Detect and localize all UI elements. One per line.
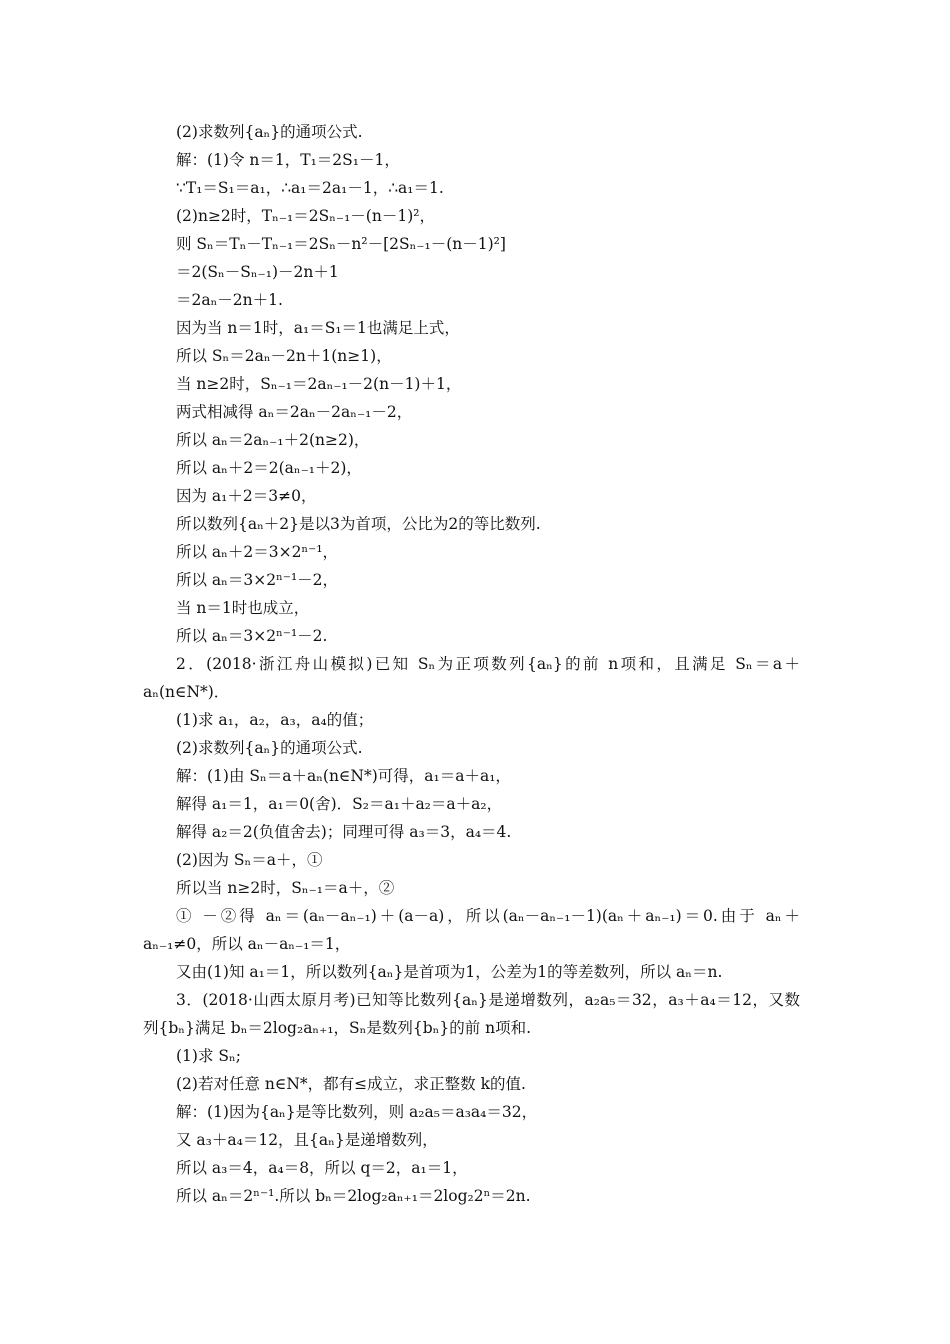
text-line: 解得 a₁＝1，a₁＝0(舍)．S₂＝a₁＋a₂＝a＋a₂，: [176, 795, 503, 813]
text-line: 所以 aₙ＋2＝2(aₙ₋₁＋2)，: [176, 459, 362, 477]
text-line: 所以 aₙ＝2aₙ₋₁＋2(n≥2)，: [176, 431, 370, 449]
text-line: (2)求数列{aₙ}的通项公式.: [176, 739, 363, 757]
text-line: ＝2aₙ－2n＋1.: [176, 291, 283, 309]
text-line: 所以 Sₙ＝2aₙ－2n＋1(n≥1)，: [176, 347, 392, 365]
text-line: 解：(1)由 Sₙ＝a＋aₙ(n∈N*)可得，a₁＝a＋a₁，: [176, 767, 511, 785]
text-line: 所以 aₙ＝2ⁿ⁻¹.所以 bₙ＝2log₂aₙ₊₁＝2log₂2ⁿ＝2n.: [176, 1187, 531, 1205]
text-line: 所以 aₙ＝3×2ⁿ⁻¹－2，: [176, 571, 339, 589]
text-line: (1)求 a₁，a₂，a₃，a₄的值；: [176, 711, 374, 729]
text-line: 所以当 n≥2时，Sₙ₋₁＝a＋，②: [176, 879, 395, 897]
text-line: 所以 a₃＝4，a₄＝8，所以 q＝2，a₁＝1，: [176, 1159, 468, 1177]
problem-2-heading: 2．(2018·浙江舟山模拟)已知 Sₙ为正项数列{aₙ}的前 n项和，且满足 Sₙ＝a＋: [176, 655, 800, 673]
text-line: (2)因为 Sₙ＝a＋，①: [176, 851, 323, 869]
text-line: 又 a₃＋a₄＝12，且{aₙ}是递增数列，: [176, 1131, 438, 1149]
text-line: 列{bₙ}满足 bₙ＝2log₂aₙ₊₁，Sₙ是数列{bₙ}的前 n项和.: [143, 1019, 532, 1037]
text-line: 当 n＝1时也成立，: [176, 599, 310, 617]
text-line: 所以数列{aₙ＋2}是以3为首项，公比为2的等比数列.: [176, 515, 541, 533]
text-line: ∵T₁＝S₁＝a₁，∴a₁＝2a₁－1，∴a₁＝1.: [176, 179, 444, 197]
text-line: (2)求数列{aₙ}的通项公式.: [176, 123, 363, 141]
problem-3-heading: 3．(2018·山西太原月考)已知等比数列{aₙ}是递增数列，a₂a₅＝32，a₃＋a₄＝12，又数: [176, 991, 800, 1009]
text-line: 则 Sₙ＝Tₙ－Tₙ₋₁＝2Sₙ－n²－[2Sₙ₋₁－(n－1)²]: [176, 235, 506, 253]
text-line: 因为当 n＝1时，a₁＝S₁＝1也满足上式，: [176, 319, 460, 337]
text-line: (2)n≥2时，Tₙ₋₁＝2Sₙ₋₁－(n－1)²，: [176, 207, 435, 225]
text-line: 两式相减得 aₙ＝2aₙ－2aₙ₋₁－2，: [176, 403, 413, 421]
text-line: 解：(1)因为{aₙ}是等比数列，则 a₂a₅＝a₃a₄＝32，: [176, 1103, 538, 1121]
text-line: (2)若对任意 n∈N*，都有≤成立，求正整数 k的值.: [176, 1075, 526, 1093]
text-line: 所以 aₙ＝3×2ⁿ⁻¹－2.: [176, 627, 328, 645]
text-line: 解：(1)令 n＝1，T₁＝2S₁－1，: [176, 151, 400, 169]
text-line: 解得 a₂＝2(负值舍去)；同理可得 a₃＝3，a₄＝4.: [176, 823, 512, 841]
text-line: ① －②得 aₙ＝(aₙ－aₙ₋₁)＋(a－a)，所以(aₙ－aₙ₋₁－1)(aₙ＋aₙ₋₁)＝0.由于 aₙ＋: [176, 907, 800, 925]
text-line: 当 n≥2时，Sₙ₋₁＝2aₙ₋₁－2(n－1)＋1，: [176, 375, 462, 393]
text-line: (1)求 Sₙ;: [176, 1047, 241, 1065]
text-line: ＝2(Sₙ－Sₙ₋₁)－2n＋1: [176, 263, 339, 281]
text-line: aₙ(n∈N*)．: [143, 683, 230, 701]
text-line: 因为 a₁＋2＝3≠0，: [176, 487, 317, 505]
text-line: 所以 aₙ＋2＝3×2ⁿ⁻¹，: [176, 543, 339, 561]
text-line: 又由(1)知 a₁＝1，所以数列{aₙ}是首项为1，公差为1的等差数列，所以 aₙ＝n.: [176, 963, 723, 981]
text-line: aₙ₋₁≠0，所以 aₙ－aₙ₋₁＝1，: [143, 935, 351, 953]
